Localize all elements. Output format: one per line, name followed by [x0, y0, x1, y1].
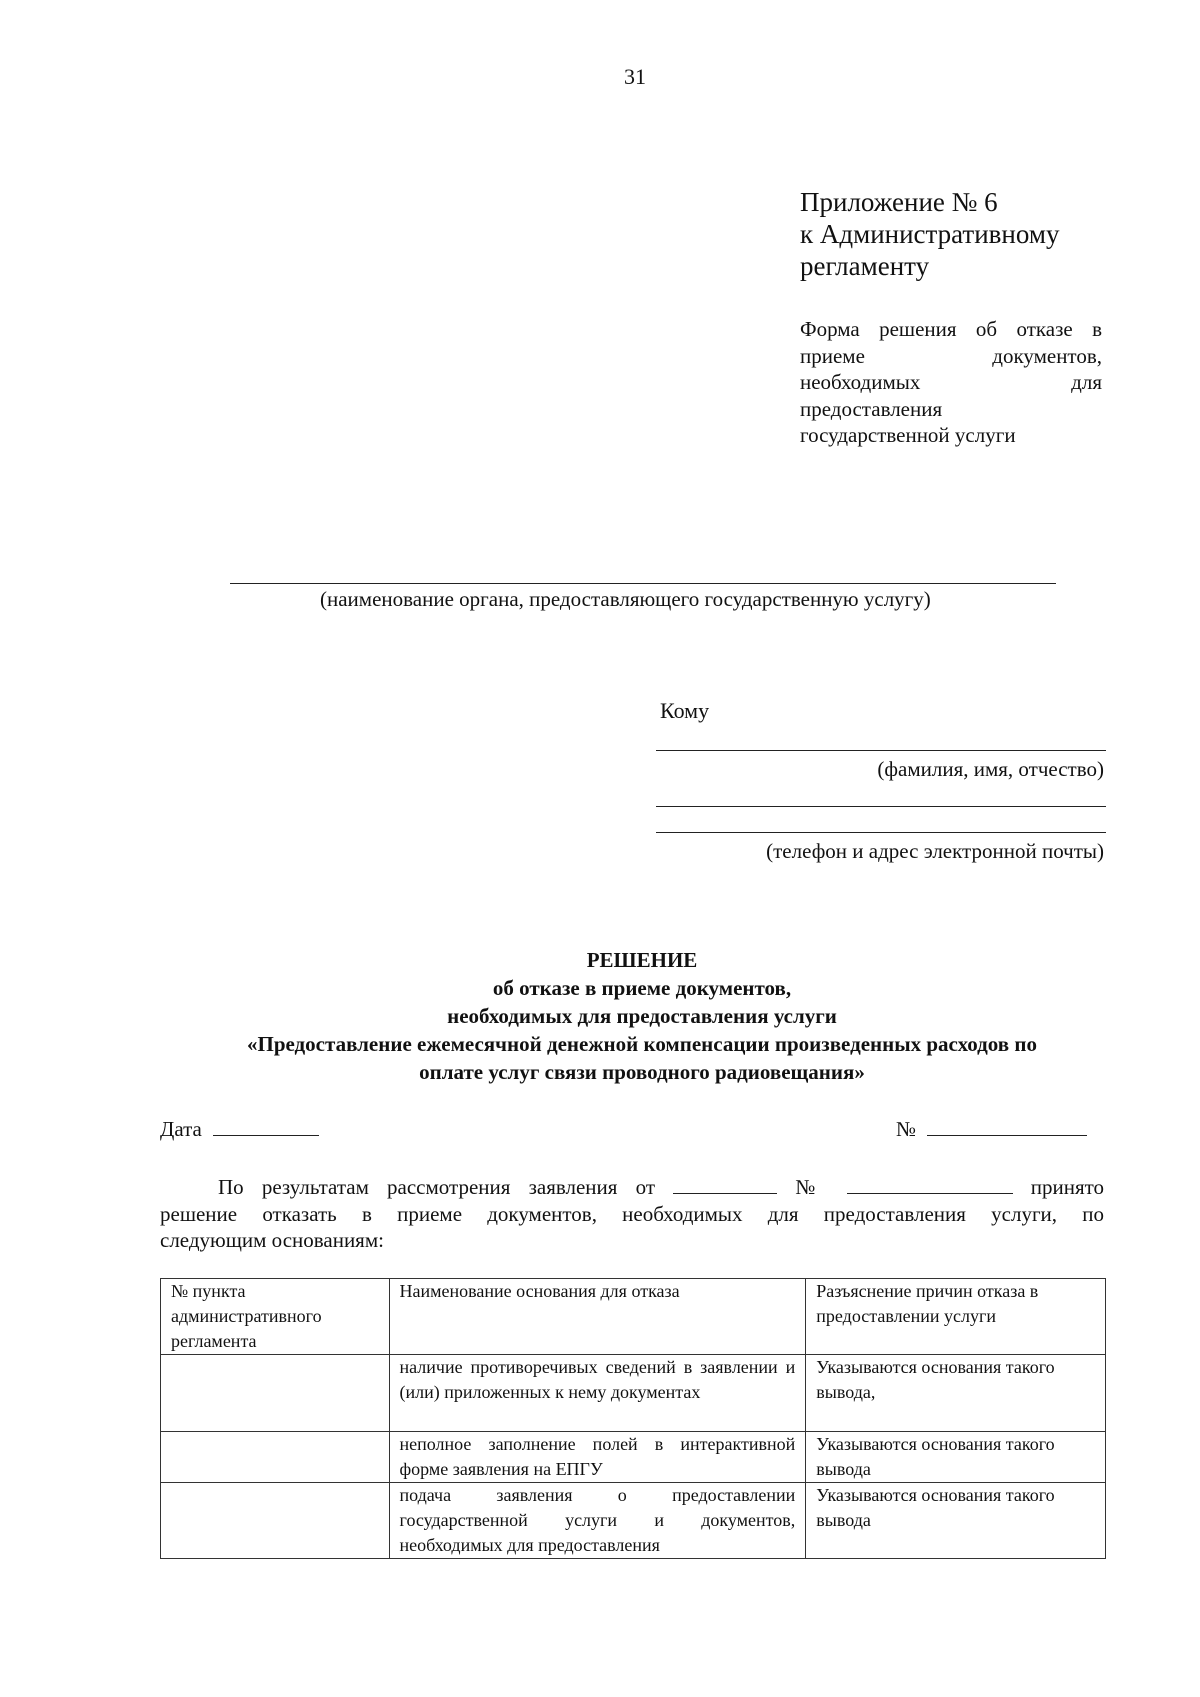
table-header-row — [161, 1279, 1106, 1355]
decision-heading — [90, 946, 1194, 1086]
appendix-heading — [800, 186, 1120, 282]
page-number: 31 — [624, 64, 646, 89]
table-header-cell: Разъяснение причин отказа в предоставлении услуги — [806, 1279, 1106, 1355]
decision-subtitle: оплате услуг связи проводного радиовещания» — [419, 1060, 865, 1084]
number-label: № — [896, 1117, 917, 1141]
table-row — [161, 1483, 1106, 1559]
recipient-extra-line[interactable] — [656, 806, 1106, 807]
table-cell-reason: подача заявления о предоставлении государственной услуги и документов, необходимых для предоставления — [389, 1483, 806, 1559]
recipient-label: Кому — [660, 698, 710, 723]
form-description-line: необходимых для — [800, 370, 1102, 394]
application-number-field[interactable] — [847, 1173, 1013, 1194]
reasons-table — [160, 1278, 1106, 1559]
recipient-contact-line[interactable] — [656, 832, 1106, 833]
table-cell-explanation: Указываются основания такого вывода — [806, 1432, 1106, 1483]
organ-caption: (наименование органа, предоставляющего государственную услугу) — [320, 587, 931, 611]
organ-name-line[interactable] — [230, 583, 1056, 584]
date-row — [160, 1115, 319, 1142]
date-label: Дата — [160, 1117, 202, 1141]
number-field[interactable] — [927, 1115, 1087, 1136]
decision-subtitle: необходимых для предоставления услуги — [447, 1004, 837, 1028]
body-text: По результатам рассмотрения заявления от — [218, 1175, 656, 1199]
form-description-line: Форма решения об отказе в — [800, 317, 1102, 341]
date-field[interactable] — [213, 1115, 319, 1136]
body-line — [160, 1173, 1104, 1201]
appendix-line: к Административному — [800, 219, 1060, 249]
decision-subtitle: об отказе в приеме документов, — [492, 976, 792, 1000]
body-text: № — [795, 1175, 829, 1199]
form-description — [800, 316, 1102, 449]
table-row — [161, 1355, 1106, 1432]
form-description-line: приеме документов, — [800, 343, 1102, 368]
body-line: решение отказать в приеме документов, необходимых для предоставления услуги, по — [160, 1201, 1104, 1226]
body-paragraph — [160, 1173, 1104, 1254]
table-cell-reason: наличие противоречивых сведений в заявлении и (или) приложенных к нему документах — [389, 1355, 806, 1432]
table-cell-reason: неполное заполнение полей в интерактивной форме заявления на ЕПГУ — [389, 1432, 806, 1483]
table-header-cell: Наименование основания для отказа — [389, 1279, 806, 1355]
table-cell-point[interactable] — [161, 1355, 390, 1432]
table-header-cell: № пункта административного регламента — [161, 1279, 390, 1355]
table-row — [161, 1432, 1106, 1483]
form-description-line: предоставления — [800, 396, 943, 421]
body-text: принято — [1030, 1175, 1105, 1199]
appendix-line: регламенту — [800, 251, 930, 281]
table-cell-explanation: Указываются основания такого вывода — [806, 1483, 1106, 1559]
fio-caption: (фамилия, имя, отчество) — [877, 757, 1104, 781]
appendix-line: Приложение № 6 — [800, 187, 998, 217]
table-cell-point[interactable] — [161, 1432, 390, 1483]
form-description-line: государственной услуги — [800, 423, 1016, 447]
table-cell-point[interactable] — [161, 1483, 390, 1559]
application-date-field[interactable] — [673, 1173, 777, 1194]
number-row — [896, 1115, 1087, 1142]
recipient-fio-line[interactable] — [656, 750, 1106, 751]
body-line: следующим основаниям: — [160, 1228, 384, 1252]
table-cell-explanation: Указываются основания такого вывода, — [806, 1355, 1106, 1432]
decision-title: РЕШЕНИЕ — [586, 948, 698, 972]
decision-subtitle: «Предоставление ежемесячной денежной компенсации произведенных расходов по — [247, 1032, 1037, 1056]
contact-caption: (телефон и адрес электронной почты) — [766, 839, 1104, 863]
